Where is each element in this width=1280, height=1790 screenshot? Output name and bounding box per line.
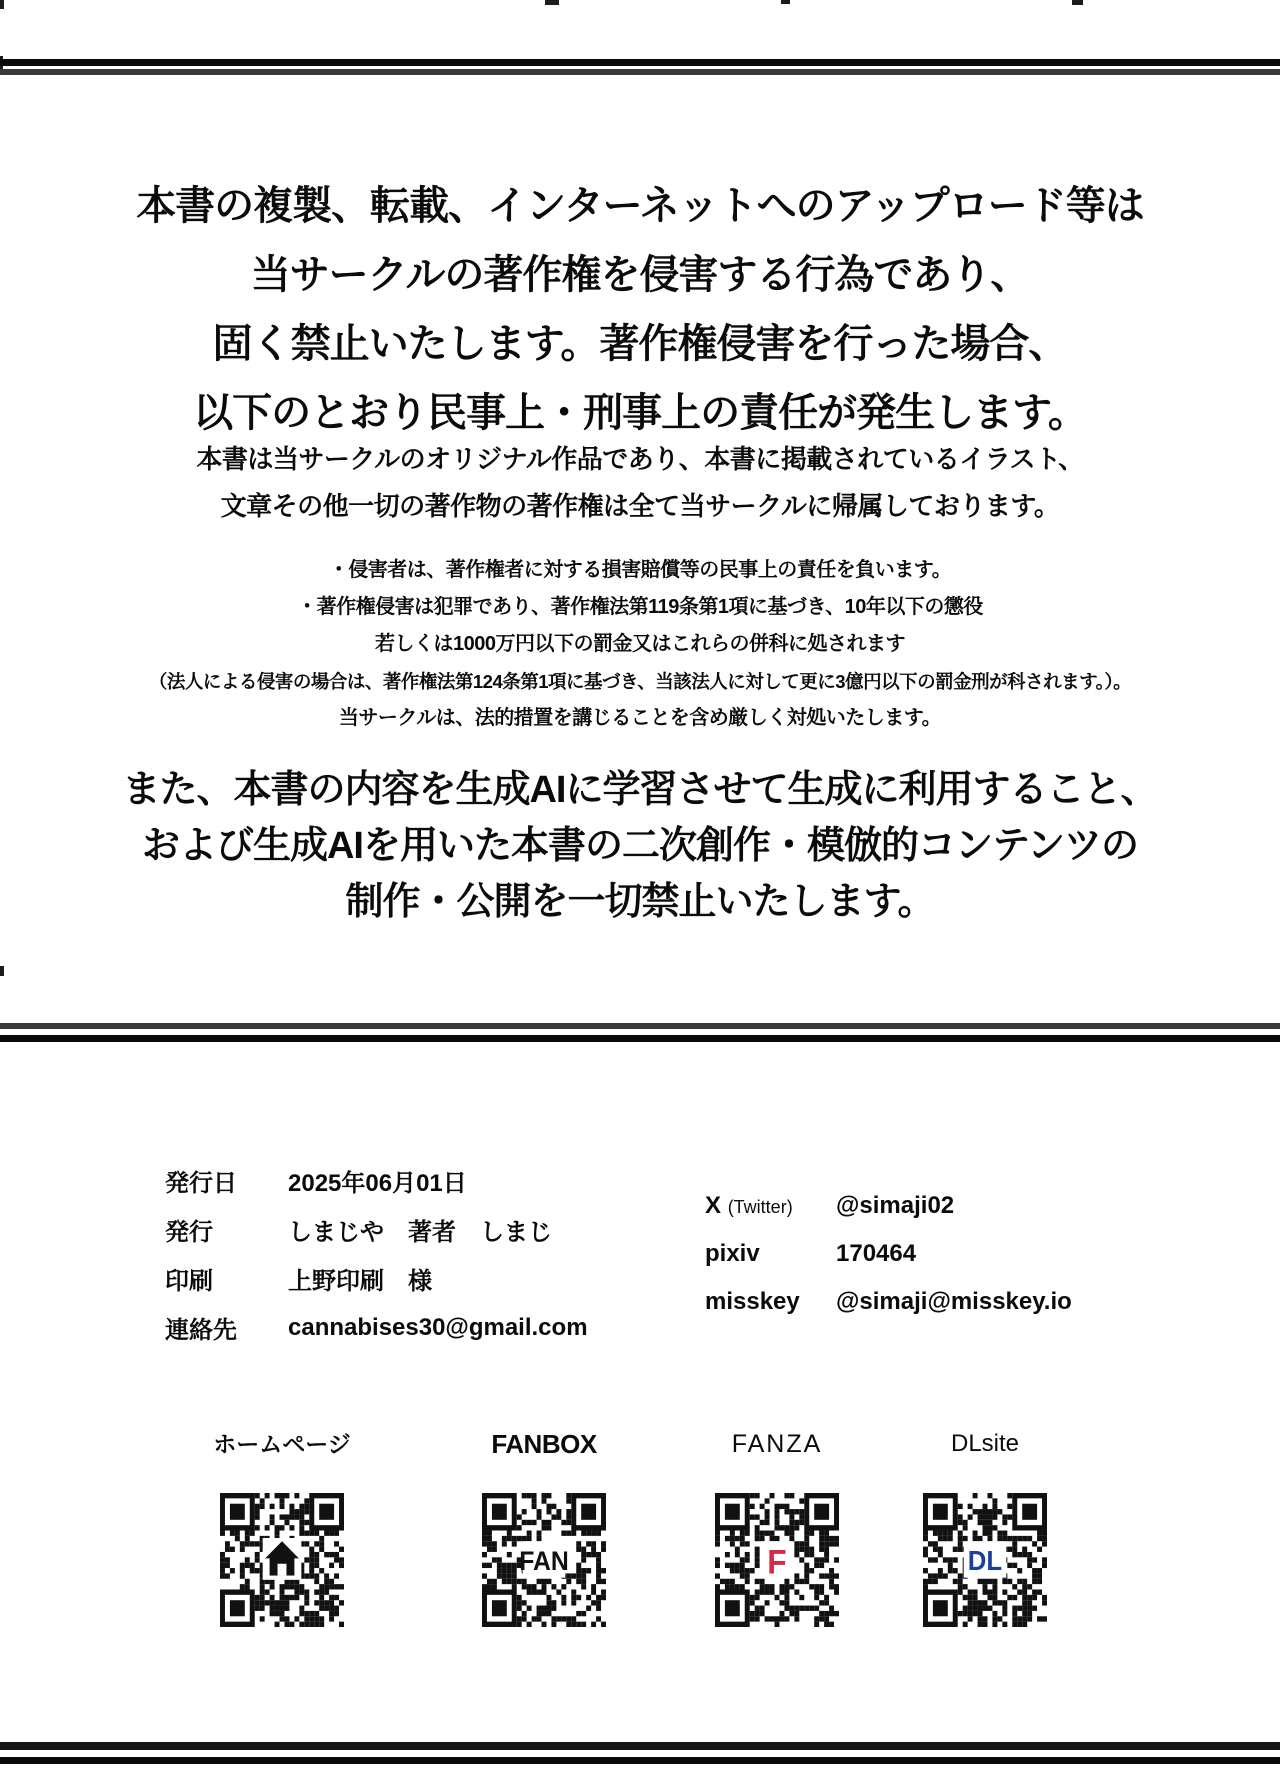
ai-prohibition-paragraph xyxy=(0,762,1280,930)
qr-column-fanbox xyxy=(434,1428,654,1632)
publisher-author: しまじや 著者 しまじ xyxy=(288,1219,552,1246)
publish-date: 2025年06月01日 xyxy=(288,1170,467,1197)
scan-artifact xyxy=(0,966,4,976)
scan-artifact xyxy=(1072,0,1083,5)
social-label: pixiv xyxy=(705,1240,760,1267)
bottom-divider-line-2 xyxy=(0,1757,1280,1764)
scan-artifact xyxy=(781,0,790,4)
legal-line: ・侵害者は、著作権者に対する損害賠償等の民事上の責任を負います。 xyxy=(328,559,952,581)
printer-name: 上野印刷 様 xyxy=(288,1268,432,1295)
qr-column-homepage xyxy=(172,1428,392,1632)
svg-text:FAN: FAN xyxy=(519,1547,569,1577)
x-handle: @simaji02 xyxy=(836,1192,955,1219)
qr-label-dlsite: DLsite xyxy=(950,1430,1020,1457)
publication-row-printer xyxy=(165,1254,588,1303)
publication-info xyxy=(165,1156,588,1352)
ownership-line: 本書は当サークルのオリジナル作品であり、本書に掲載されているイラスト、 xyxy=(196,444,1084,474)
legal-line: 若しくは1000万円以下の罰金又はこれらの併科に処されます xyxy=(375,633,905,655)
qr-code xyxy=(220,1493,344,1627)
publication-row-contact xyxy=(165,1303,588,1352)
warning-line: 当サークルの著作権を侵害する行為であり、 xyxy=(250,253,1030,297)
qr-label-homepage: ホームページ xyxy=(213,1431,351,1457)
ownership-paragraph xyxy=(0,436,1280,530)
warning-line: 以下のとおり民事上・刑事上の責任が発生します。 xyxy=(193,391,1087,435)
qr-code xyxy=(482,1493,606,1627)
warning-line: 固く禁止いたします。著作権侵害を行った場合、 xyxy=(212,322,1068,366)
scan-artifact xyxy=(545,0,559,5)
row-label: 連絡先 xyxy=(165,1317,237,1344)
social-row-misskey xyxy=(705,1278,1072,1326)
qr-label-fanbox: FANBOX xyxy=(491,1429,597,1459)
top-divider-line-1 xyxy=(0,59,1280,66)
svg-text:DL: DL xyxy=(967,1545,1003,1577)
qr-code xyxy=(923,1493,1047,1627)
publication-row-publisher xyxy=(165,1205,588,1254)
qr-label-fanza: FANZA xyxy=(731,1430,823,1458)
middle-divider-line-1 xyxy=(0,1023,1280,1029)
misskey-handle: @simaji@misskey.io xyxy=(836,1288,1072,1315)
ai-line: 制作・公開を一切禁止いたします。 xyxy=(345,881,935,923)
ai-line: および生成AIを用いた本書の二次創作・模倣的コンテンツの xyxy=(141,825,1139,867)
social-label-suffix: (Twitter) xyxy=(727,1197,793,1217)
social-row-pixiv xyxy=(705,1230,1072,1278)
middle-divider-line-2 xyxy=(0,1035,1280,1042)
bottom-divider-line-1 xyxy=(0,1742,1280,1750)
qr-code xyxy=(715,1493,839,1627)
row-label: 印刷 xyxy=(165,1268,213,1295)
pixiv-id: 170464 xyxy=(836,1240,917,1267)
top-divider-line-2 xyxy=(0,69,1280,75)
svg-text:F: F xyxy=(767,1543,787,1582)
social-row-x xyxy=(705,1182,1072,1230)
social-label: misskey xyxy=(705,1288,800,1315)
row-label: 発行日 xyxy=(165,1170,237,1197)
copyright-warning-paragraph xyxy=(0,172,1280,448)
social-label: X (Twitter) xyxy=(705,1192,793,1219)
warning-line: 本書の複製、転載、インターネットへのアップロード等は xyxy=(136,184,1144,228)
social-accounts xyxy=(705,1182,1072,1326)
publication-row-date xyxy=(165,1156,588,1205)
qr-column-fanza xyxy=(667,1428,887,1632)
contact-email: cannabises30@gmail.com xyxy=(288,1313,588,1341)
ai-line: また、本書の内容を生成AIに学習させて生成に利用すること、 xyxy=(122,769,1158,811)
qr-column-dlsite xyxy=(875,1428,1095,1632)
legal-details-paragraph xyxy=(0,552,1280,737)
legal-line: ・著作権侵害は犯罪であり、著作権法第119条第1項に基づき、10年以下の懲役 xyxy=(297,596,983,618)
ownership-line: 文章その他一切の著作物の著作権は全て当サークルに帰属しております。 xyxy=(220,491,1060,521)
legal-line: 当サークルは、法的措置を講じることを含め厳しく対処いたします。 xyxy=(338,707,942,729)
row-label: 発行 xyxy=(165,1219,213,1246)
legal-line-corporate: （法人による侵害の場合は、著作権法第124条第1項に基づき、当該法人に対して更に3億円以下の罰金刑が科されます。）。 xyxy=(148,671,1132,692)
scan-artifact xyxy=(0,0,4,9)
